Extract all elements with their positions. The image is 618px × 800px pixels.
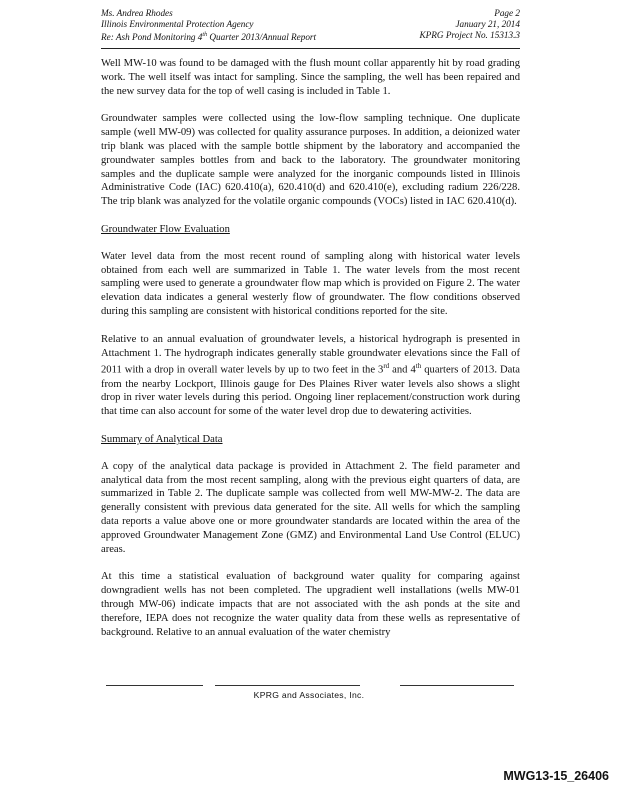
bates-number: MWG13-15_26406: [503, 769, 609, 783]
footer-company: KPRG and Associates, Inc.: [253, 690, 365, 700]
heading-analytical-data: Summary of Analytical Data: [101, 434, 223, 446]
footer-rule-right: [400, 685, 514, 686]
project-number: KPRG Project No. 15313.3: [419, 30, 520, 41]
letter-body: [101, 57, 520, 653]
superscript-th: th: [415, 362, 422, 371]
letter-date: January 21, 2014: [455, 19, 520, 30]
heading-groundwater-flow: Groundwater Flow Evaluation: [101, 223, 230, 235]
superscript-rd: rd: [383, 362, 390, 371]
footer-rule-center: [215, 685, 360, 686]
subject-superscript: th: [202, 32, 208, 39]
header-divider: [101, 48, 520, 49]
paragraph-sampling: Groundwater samples were collected using the low-flow sampling technique. One duplicate sample (well MW-09) was collected for quality assurance purposes. In addition, a deionized water trip blank was placed with the sample bottle shipment by the laboratory and accompanied the groundwater samples bottles from and back to the laboratory. The groundwater monitoring samples and the duplicate sample were analyzed for the inorganic compounds listed in Illinois Administrative Code (IAC) 620.410(a), 620.410(d) and 620.410(e), excluding radium 226/228. The trip blank was analyzed for the volatile organic compounds (VOCs) listed in IAC 620.410(d).: [101, 113, 520, 208]
recipient-name: Ms. Andrea Rhodes: [101, 8, 173, 18]
subject-suffix: Quarter 2013/Annual Report: [207, 32, 317, 43]
footer-rule-left: [106, 685, 203, 686]
paragraph-hydrograph: [101, 333, 520, 419]
paragraph-analytical: A copy of the analytical data package is provided in Attachment 2. The field parameter and analytical data from the most recent sampling, along with the previous eight quarters of data, are summarized in Table 2. The duplicate sample was collected from well MW-MW-2. The data are generally consistent with previous data generated for the site. All wells for which the sampling data reports a value above one or more groundwater standards are located within the area of the approved Groundwater Management Zone (GMZ) and Environmental Land Use Control (ELUC) areas.: [101, 460, 520, 555]
paragraph-water-levels: Water level data from the most recent round of sampling along with historical water levels obtained from each well are summarized in Table 1. The water levels from the most recent sampling were used to generate a groundwater flow map which is provided on Figure 2. The water elevation data indicates a general westerly flow of groundwater. The flow conditions observed during this sampling are consistent with historical conditions reported for the site.: [101, 250, 520, 317]
subject-line: [101, 30, 316, 43]
paragraph-statistical: At this time a statistical evaluation of background water quality for comparing against downgradient wells has not been completed. The upgradient well installations (wells MW-01 through MW-06) indicate impacts that are not associated with the ash ponds at the site and therefore, IEPA does not recognize the water quality data from these wells as representative of background. Relative to an annual evaluation of the water chemistry: [101, 571, 520, 638]
subject-prefix: Re: Ash Pond Monitoring 4: [101, 32, 203, 43]
hydrograph-text-a: Relative to an annual evaluation of groundwater levels, a historical hydrograph is presented in Attachment 1. The hydrograph indicates generally stable groundwater elevations since the Fall of 2011 with a drop in overall water levels by up to two feet in the 3: [101, 333, 520, 376]
letter-header-right: [420, 8, 520, 42]
recipient-agency: Illinois Environmental Protection Agency: [101, 19, 254, 30]
paragraph-well-mw10: Well MW-10 was found to be damaged with the flush mount collar apparently hit by road grading work. The well itself was intact for sampling. Since the sampling, the well has been repaired and the new survey data for the top of well casing is included in Table 1.: [101, 58, 520, 97]
page-number: Page 2: [494, 8, 520, 18]
letter-header-left: [101, 8, 316, 44]
hydrograph-text-b: and 4: [389, 364, 416, 376]
hydrograph-text-c: quarters of 2013. Data from the nearby Lockport, Illinois gauge for Des Plaines River water levels also shows a slight drop in river water levels during this period. Ongoing liner replacement/construction work during that time can also account for some of the water level drop due to dewatering activities.: [101, 364, 520, 418]
